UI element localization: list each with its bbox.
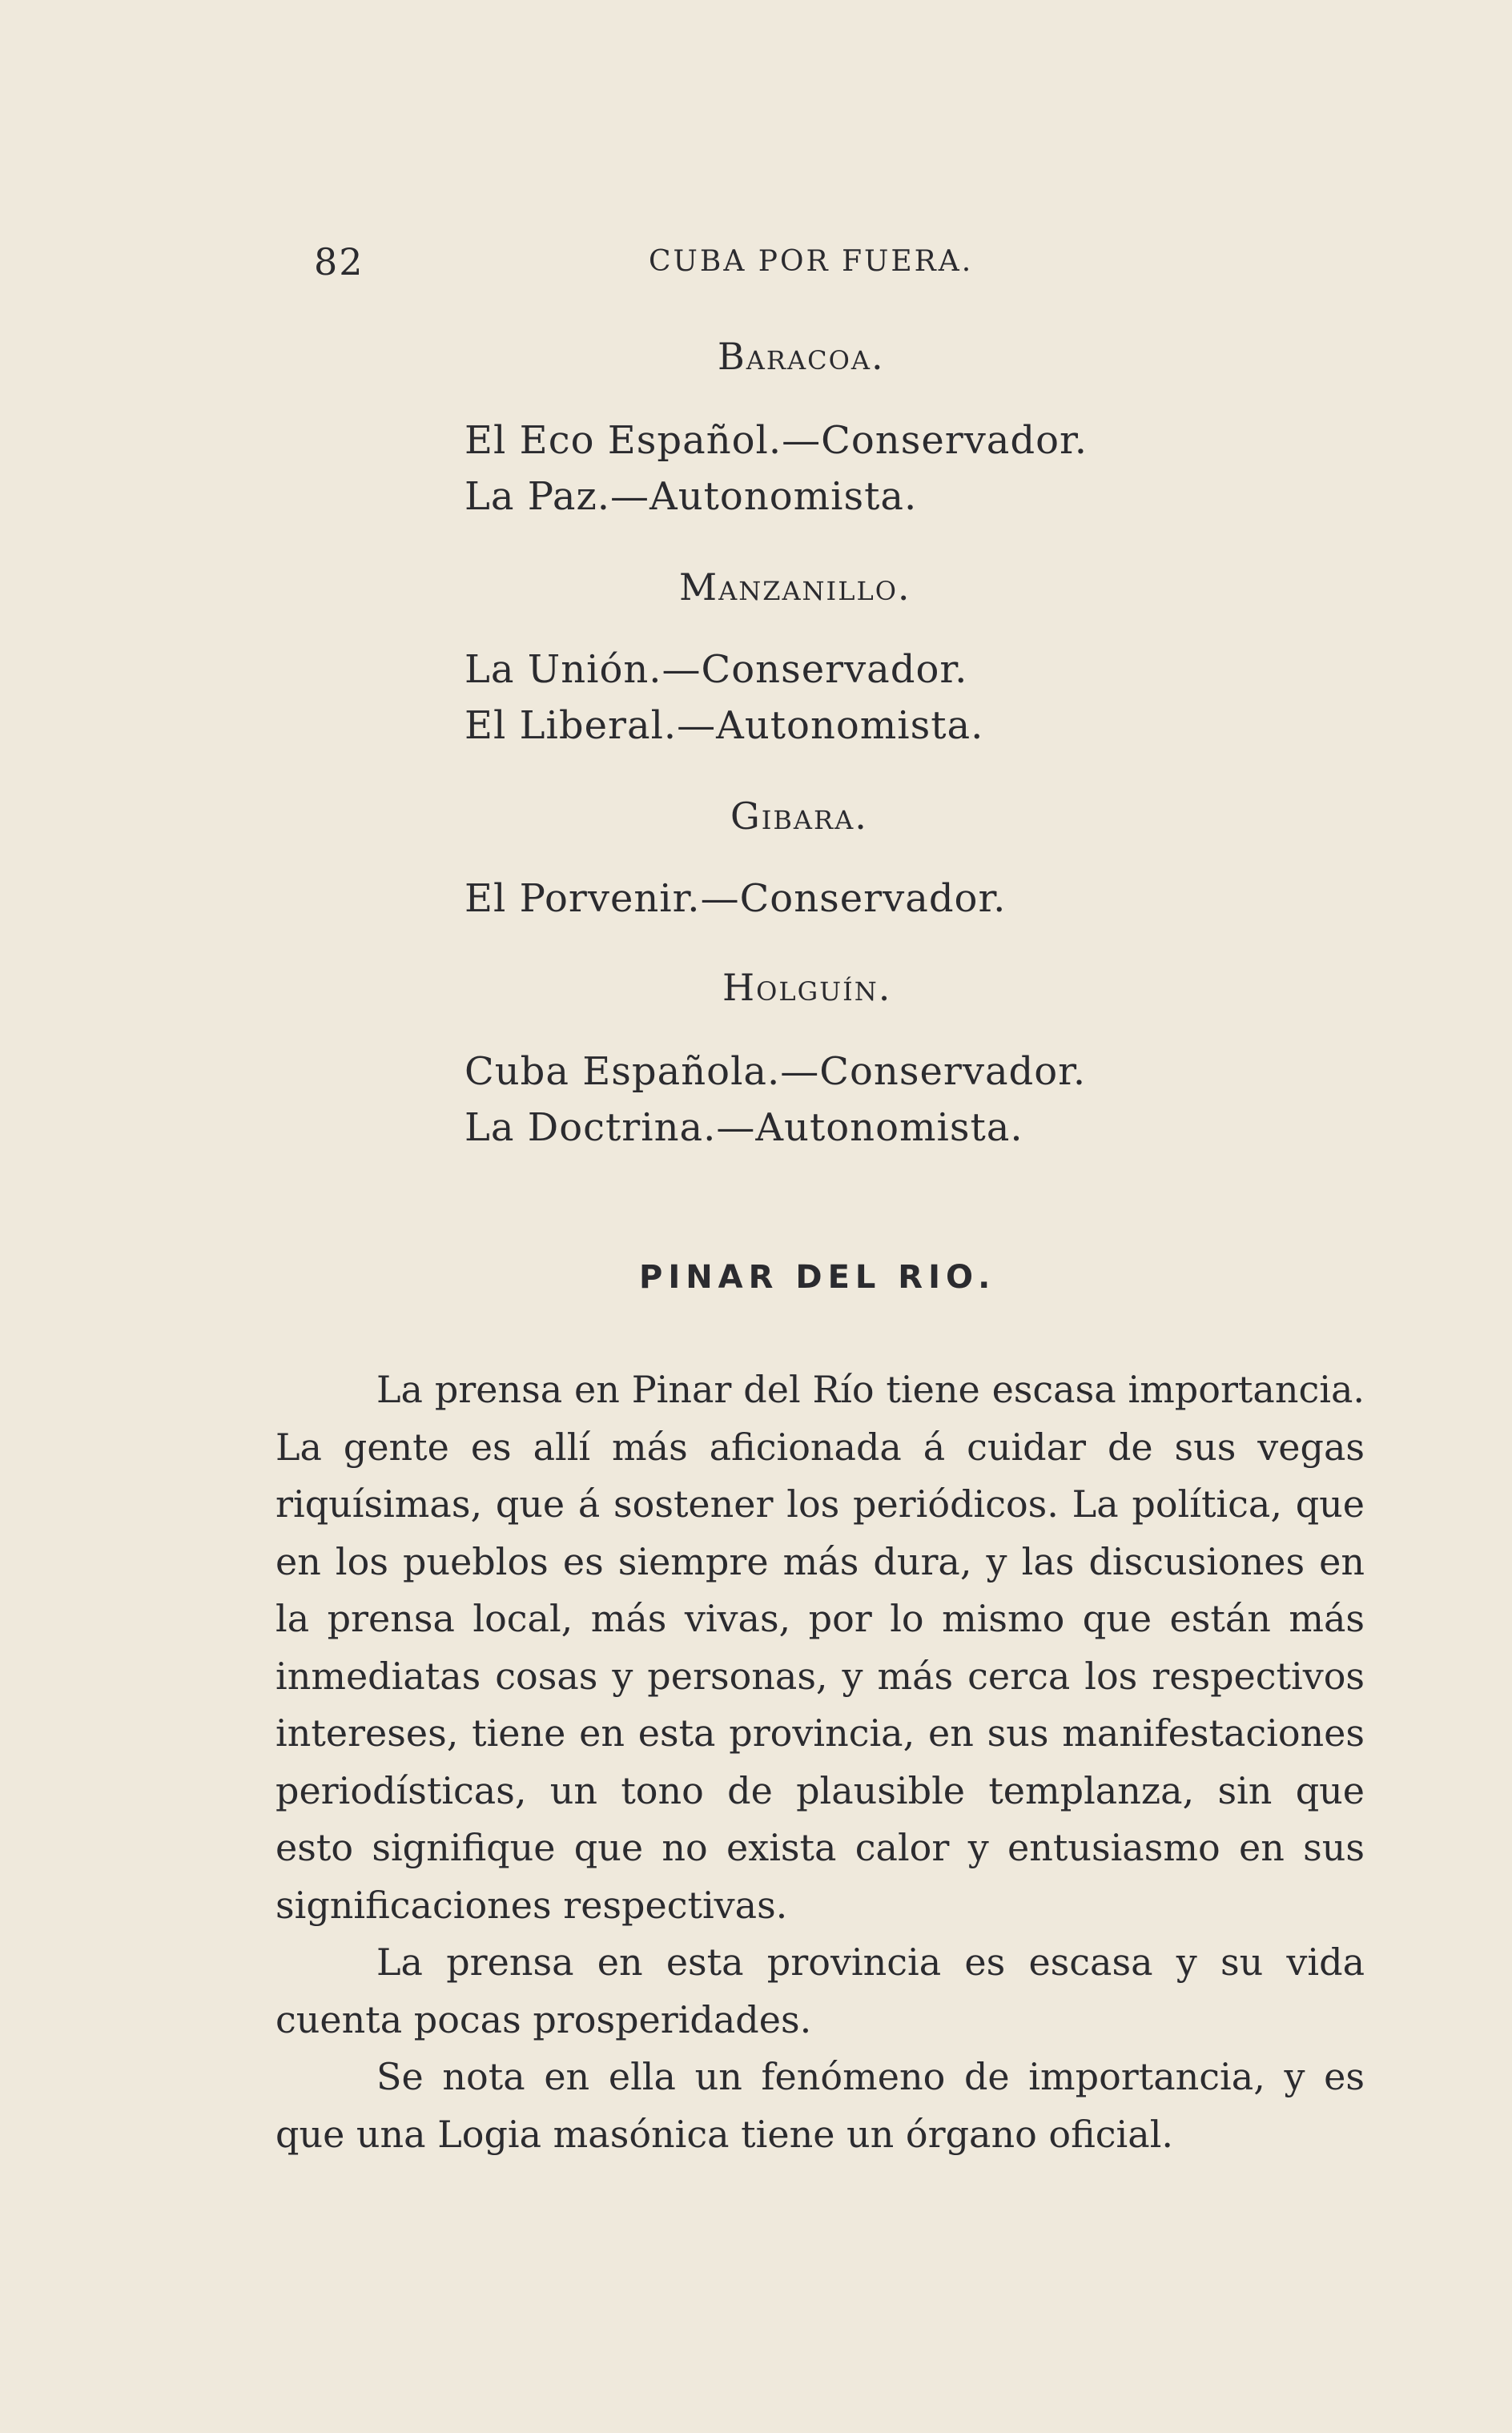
- newspaper-entry: El Porvenir.—Conservador.: [464, 876, 1007, 921]
- page-number: 82: [314, 240, 364, 284]
- city-heading-gibara: Gibara.: [730, 794, 868, 838]
- running-head: CUBA POR FUERA.: [649, 245, 974, 278]
- province-heading: PINAR DEL RIO.: [639, 1259, 996, 1296]
- newspaper-entry: La Doctrina.—Autonomista.: [464, 1105, 1023, 1150]
- newspaper-entry: El Eco Español.—Conservador.: [464, 418, 1088, 463]
- city-heading-baracoa: Baracoa.: [718, 335, 885, 378]
- body-text: [275, 1361, 1365, 2163]
- newspaper-entry: El Liberal.—Autonomista.: [464, 703, 984, 748]
- newspaper-entry: La Paz.—Autonomista.: [464, 474, 918, 519]
- city-heading-holguin: Holguín.: [722, 966, 892, 1009]
- city-heading-manzanillo: Manzanillo.: [679, 565, 911, 609]
- newspaper-entry: Cuba Española.—Conservador.: [464, 1049, 1087, 1094]
- paragraph: La prensa en esta provincia es escasa y su vida cuenta pocas prosperidades.: [275, 1940, 1365, 2041]
- newspaper-entry: La Unión.—Conservador.: [464, 647, 968, 692]
- paragraph: La prensa en Pinar del Río tiene escasa importancia. La gente es allí más aficionada á cuidar de sus vegas riquísimas, que á sostener los periódicos. La política, que en los pueblos es siempre más dura, y las discusiones en la prensa local, más vivas, por lo mismo que están más inmediatas cosas y personas, y más cerca los respectivos intereses, tiene en esta provincia, en sus manifestaciones periodísticas, un tono de plausible templanza, sin que esto signifique que no exista calor y entusiasmo en sus significaciones respectivas.: [275, 1368, 1365, 1927]
- paragraph: Se nota en ella un fenómeno de importancia, y es que una Logia masónica tiene un órgano oficial.: [275, 2055, 1365, 2156]
